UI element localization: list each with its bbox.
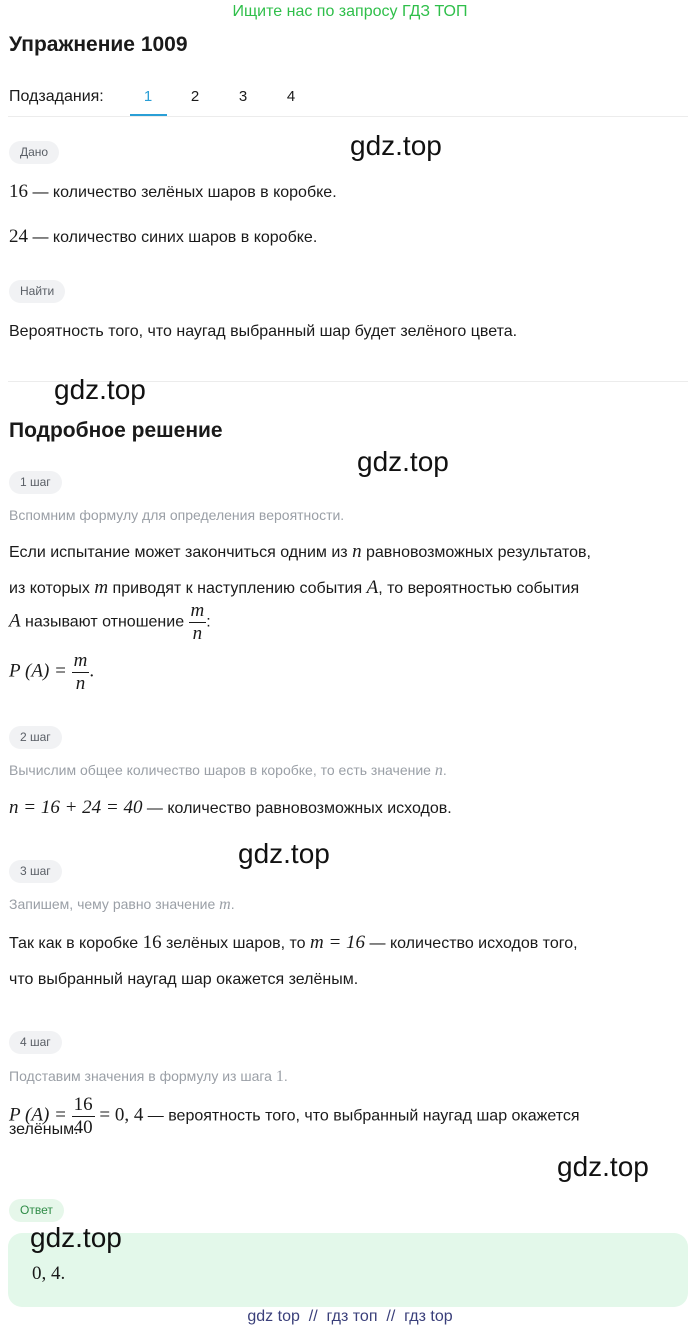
m-formula: m = 16 bbox=[310, 932, 366, 953]
step-3-badge-wrap bbox=[9, 860, 62, 883]
given-badge-wrap bbox=[9, 141, 59, 164]
step-1-text: равновозможных результатов, bbox=[361, 544, 591, 561]
page-title: Упражнение 1009 bbox=[9, 33, 188, 56]
step-3-hint-text: Запишем, чему равно значение bbox=[9, 896, 220, 912]
watermark: gdz.top bbox=[238, 838, 330, 869]
watermark: gdz.top bbox=[557, 1151, 649, 1182]
subtask-tab-1[interactable]: 1 bbox=[143, 88, 153, 105]
watermark: gdz.top bbox=[30, 1222, 122, 1253]
step-3-text: зелёных шаров, то bbox=[161, 935, 311, 952]
period: . bbox=[283, 1068, 288, 1084]
given-line-2 bbox=[9, 225, 317, 250]
step-4-badge: 4 шаг bbox=[9, 1031, 62, 1054]
step-3-badge: 3 шаг bbox=[9, 860, 62, 883]
green-count: 16 bbox=[142, 932, 162, 953]
period: . bbox=[230, 896, 235, 912]
step-1-text: Если испытание может закончиться одним из bbox=[9, 544, 353, 561]
result-value: = 0, 4 bbox=[94, 1104, 144, 1126]
var-m: m bbox=[219, 896, 231, 913]
fraction-denominator: n bbox=[75, 673, 86, 694]
find-badge: Найти bbox=[9, 280, 65, 303]
watermark: gdz.top bbox=[350, 130, 442, 161]
step-2-formula-line bbox=[9, 796, 452, 821]
find-text: Вероятность того, что наугад выбранный шар будет зелёного цвета. bbox=[9, 323, 518, 340]
subtask-tab-2[interactable]: 2 bbox=[190, 88, 200, 105]
step-2-badge-wrap bbox=[9, 726, 62, 749]
step-1-line-2 bbox=[9, 576, 579, 601]
total-count-formula: n = 16 + 24 = 40 bbox=[9, 797, 143, 818]
step-1-line-3 bbox=[9, 600, 211, 645]
period: . bbox=[89, 660, 95, 682]
fraction-denominator: 40 bbox=[73, 1117, 93, 1138]
tabs-divider bbox=[8, 116, 688, 117]
watermark: gdz.top bbox=[54, 374, 146, 405]
solution-title: Подробное решение bbox=[9, 419, 223, 442]
step-2-badge: 2 шаг bbox=[9, 726, 62, 749]
given-green-count: 16 bbox=[9, 181, 28, 202]
step-3-text: — количество исходов того, bbox=[365, 935, 578, 952]
probability-formula bbox=[9, 650, 94, 695]
footer-links: gdz top // гдз топ // гдз top bbox=[247, 1308, 453, 1325]
step-4-hint bbox=[9, 1068, 288, 1086]
find-badge-wrap bbox=[9, 280, 65, 303]
step-4-hint-text: Подставим значения в формулу из шага bbox=[9, 1068, 276, 1084]
step-3-text: Так как в коробке bbox=[9, 935, 143, 952]
var-n: n bbox=[352, 541, 362, 562]
step-4-formula-line bbox=[9, 1094, 580, 1139]
step-1-text: из которых bbox=[9, 580, 95, 597]
formula-lhs: P (A) = bbox=[9, 1104, 72, 1126]
subtasks-label: Подзадания: bbox=[9, 88, 104, 105]
fraction-numerator: m bbox=[190, 600, 205, 621]
fraction-denominator: n bbox=[192, 623, 203, 644]
answer-badge-wrap bbox=[9, 1199, 64, 1222]
fraction-numerator: m bbox=[73, 650, 88, 671]
given-line-1 bbox=[9, 180, 337, 205]
step-4-badge-wrap bbox=[9, 1031, 62, 1054]
given-badge: Дано bbox=[9, 141, 59, 164]
step-1-badge-wrap bbox=[9, 471, 62, 494]
period: . bbox=[442, 762, 447, 778]
fraction-m-over-n bbox=[72, 650, 90, 695]
step-4-text: — вероятность того, что выбранный наугад шар окажется bbox=[143, 1107, 580, 1125]
step-4-line-2: зелёным. bbox=[9, 1121, 79, 1138]
step-1-text: называют отношение bbox=[20, 613, 189, 631]
colon: : bbox=[206, 613, 211, 631]
step-1-badge: 1 шаг bbox=[9, 471, 62, 494]
var-a: A bbox=[366, 577, 379, 598]
answer-value: 0, 4. bbox=[32, 1263, 66, 1284]
step-3-hint bbox=[9, 896, 235, 914]
step-2-text: — количество равновозможных исходов. bbox=[142, 800, 452, 817]
var-m: m bbox=[94, 577, 109, 598]
given-blue-count: 24 bbox=[9, 226, 28, 247]
given-line-2-text: — количество синих шаров в коробке. bbox=[28, 229, 318, 246]
step-1-hint: Вспомним формулу для определения вероятности. bbox=[9, 507, 345, 523]
step-3-line-2: что выбранный наугад шар окажется зелёным. bbox=[9, 971, 359, 988]
fraction-numerator: 16 bbox=[73, 1094, 93, 1115]
step-3-line-1 bbox=[9, 931, 578, 956]
answer-badge: Ответ bbox=[9, 1199, 64, 1222]
var-n: n bbox=[434, 762, 443, 779]
step-1-text: , то вероятностью события bbox=[378, 580, 580, 597]
step-ref-number: 1 bbox=[275, 1068, 284, 1085]
step-1-text: приводят к наступлению события bbox=[108, 580, 367, 597]
step-1-line-1 bbox=[9, 540, 591, 565]
step-2-hint bbox=[9, 762, 447, 780]
promo-banner: Ищите нас по запросу ГДЗ ТОП bbox=[232, 3, 468, 20]
step-2-hint-text: Вычислим общее количество шаров в коробке, то есть значение bbox=[9, 762, 435, 778]
subtask-tab-4[interactable]: 4 bbox=[286, 88, 296, 105]
formula-lhs: P (A) = bbox=[9, 660, 72, 682]
watermark: gdz.top bbox=[357, 446, 449, 477]
given-line-1-text: — количество зелёных шаров в коробке. bbox=[28, 184, 337, 201]
subtask-tab-3[interactable]: 3 bbox=[238, 88, 248, 105]
fraction-m-over-n bbox=[189, 600, 207, 645]
var-a: A bbox=[9, 610, 21, 632]
